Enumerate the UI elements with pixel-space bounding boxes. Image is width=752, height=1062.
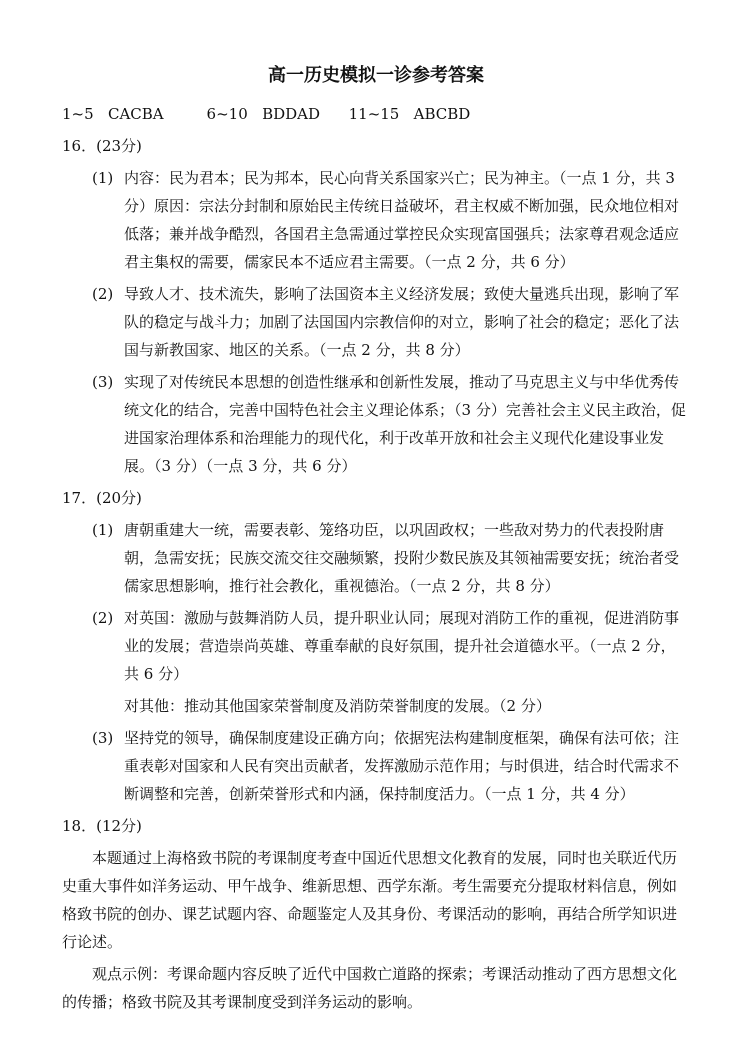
q17-item-3 [92,724,690,808]
item-number: (3) [92,373,114,391]
item-text: 唐朝重建大一统，需要表彰、笼络功臣，以巩固政权；一些敌对势力的代表投附唐朝，急需安抚；民族交流交往交融频繁，投附少数民族及其领袖需要安抚；统治者受儒家思想影响，推行社会教化，重视德治。（一点 2 分，共 8 分） [124,521,680,595]
page-title: 高一历史模拟一诊参考答案 [268,65,484,86]
q17-item-2 [92,604,690,688]
item-number: (2) [92,609,114,627]
item-number: (2) [92,285,114,303]
item-text: 坚持党的领导，确保制度建设正确方向；依据宪法构建制度框架，确保有法可依；注重表彰对国家和人民有突出贡献者，发挥激励示范作用；与时俱进，结合时代需求不断调整和完善，创新荣誉形式和内涵，保持制度活力。（一点 1 分，共 4 分） [124,729,680,803]
item-number: (1) [92,521,114,539]
q16-item-1 [92,164,690,276]
q18-paragraph-2: 观点示例：考课命题内容反映了近代中国救亡道路的探索；考课活动推动了西方思想文化的传播；格致书院及其考课制度受到洋务运动的影响。 [62,965,678,1011]
item-text: 导致人才、技术流失，影响了法国资本主义经济发展；致使大量逃兵出现，影响了军队的稳定与战斗力；加剧了法国国内宗教信仰的对立，影响了社会的稳定；恶化了法国与新教国家、地区的关系。（一点 2 分，共 8 分） [124,285,680,359]
mcq-answer-2: BDDAD [262,105,320,123]
item-text: 对英国：激励与鼓舞消防人员，提升职业认同；展现对消防工作的重视，促进消防事业的发展；营造崇尚英雄、尊重奉献的良好氛围，提升社会道德水平。（一点 2 分，共 6 分） [124,609,680,683]
question-18-heading: 18．(12分) [62,817,142,835]
mcq-range-3: 11~15 [348,105,400,123]
q17-item-2-other: 对其他：推动其他国家荣誉制度及消防荣誉制度的发展。（2 分） [124,697,551,715]
q16-item-2 [92,280,690,364]
q18-paragraph-1: 本题通过上海格致书院的考课制度考查中国近代思想文化教育的发展，同时也关联近代历史重大事件如洋务运动、甲午战争、维新思想、西学东渐。考生需要充分提取材料信息，例如格致书院的创办、课艺试题内容、命题鉴定人及其身份、考课活动的影响，再结合所学知识进行论述。 [62,849,678,951]
item-number: (3) [92,729,114,747]
mcq-answer-1: CACBA [107,105,164,123]
question-17-heading: 17．(20分) [62,489,142,507]
mcq-answers [62,100,690,128]
item-text: 实现了对传统民本思想的创造性继承和创新性发展，推动了马克思主义与中华优秀传统文化的结合，完善中国特色社会主义理论体系；（3 分）完善社会主义民主政治，促进国家治理体系和治理能力的现代化，利于改革开放和社会主义现代化建设事业发展。（3 分）（一点 3 分，共 6 分） [124,373,686,475]
question-16-heading: 16．(23分) [62,137,142,155]
mcq-answer-3: ABCBD [413,105,471,123]
q17-item-1 [92,516,690,600]
mcq-range-2: 6~10 [206,105,248,123]
item-number: (1) [92,169,114,187]
q16-item-3 [92,368,690,480]
mcq-range-1: 1~5 [62,105,94,123]
item-text: 内容：民为君本；民为邦本，民心向背关系国家兴亡；民为神主。（一点 1 分，共 3 分）原因：宗法分封制和原始民主传统日益破坏，君主权威不断加强，民众地位相对低落；兼并战争酷烈，各国君主急需通过掌控民众实现富国强兵；法家尊君观念适应君主集权的需要，儒家民本不适应君主需要。（一点 2 分，共 6 分） [124,169,680,271]
